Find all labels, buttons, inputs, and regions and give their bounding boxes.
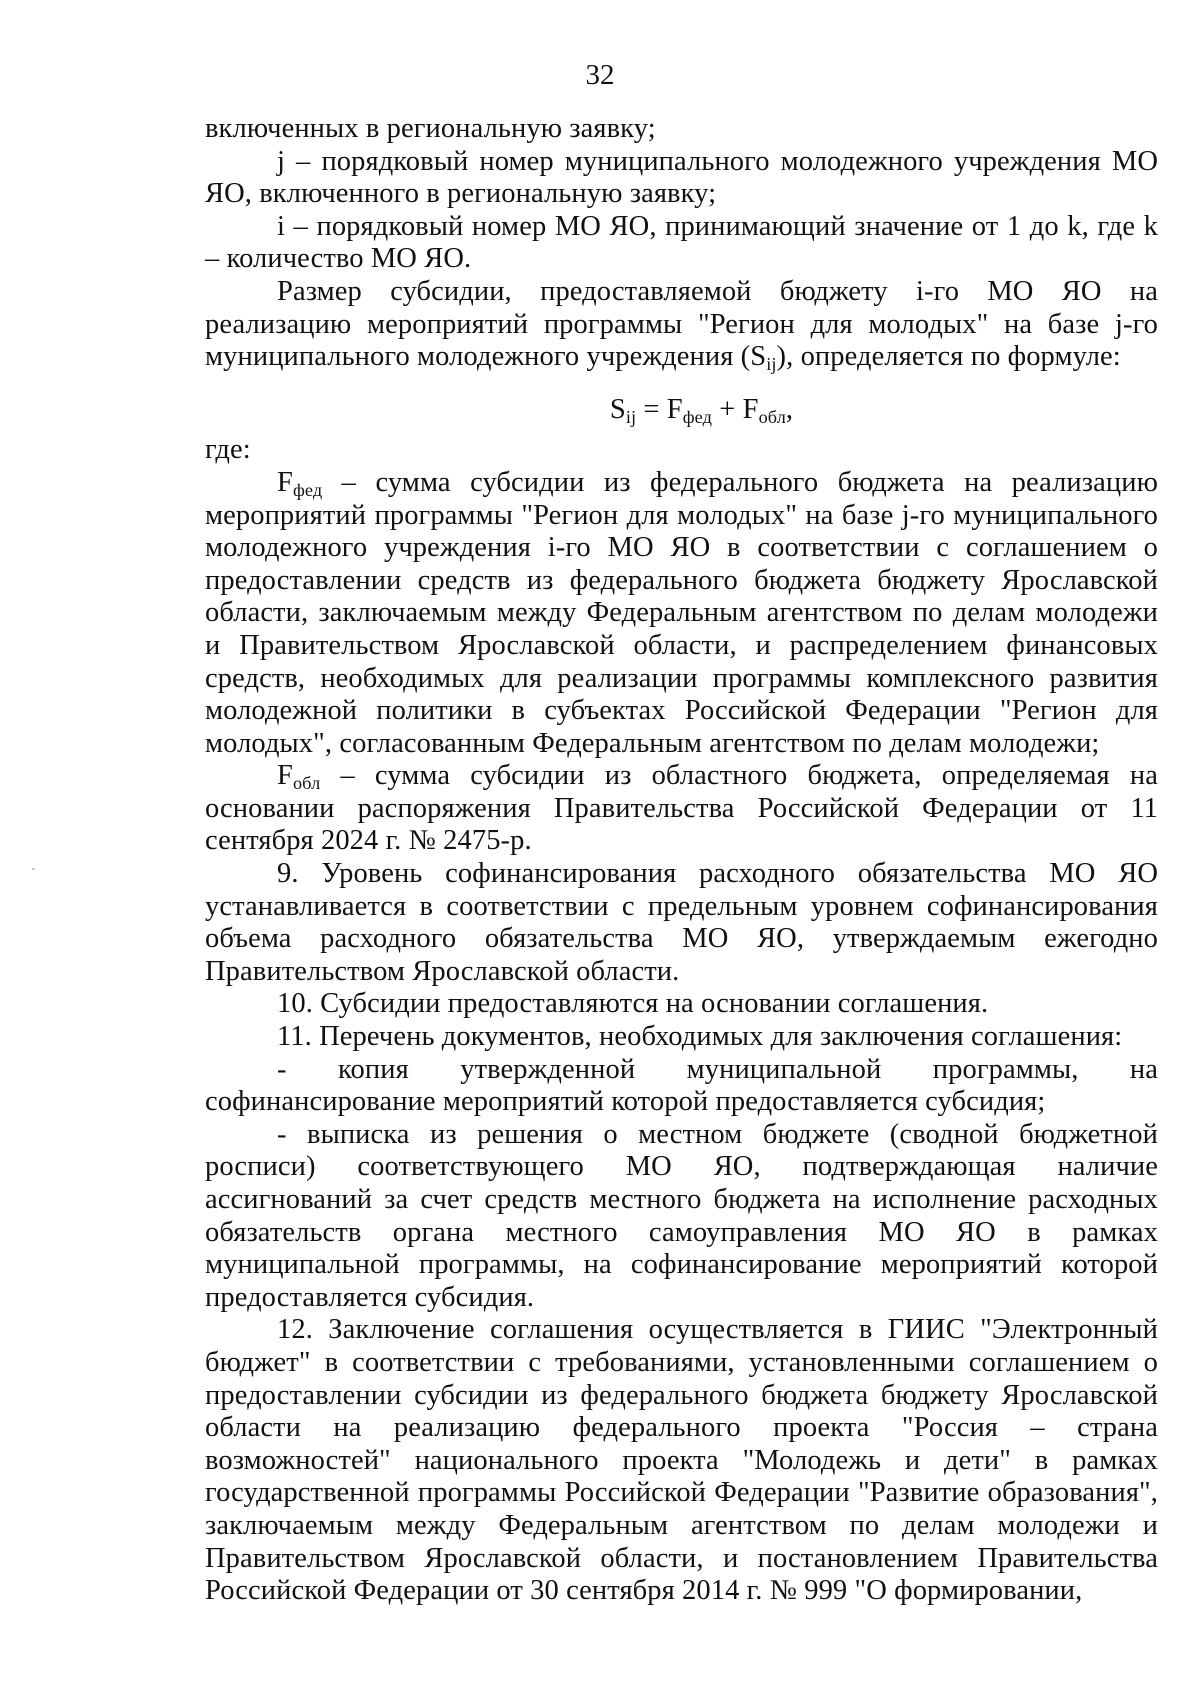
formula-eq: = [636,393,667,425]
formula-lhs: S [609,393,626,425]
subsidy-size-text: Размер субсидии, предоставляемой бюджету i-го МО ЯО на реализацию мероприятий программы "Регион для молодых" на базе j-го муниципального молодежного учреждения (S [205,275,1158,373]
paragraph-i-definition: i – порядковый номер МО ЯО, принимающий значение от 1 до k, где k – количество МО ЯО. [205,210,1158,275]
f-fed-symbol: F [277,466,293,498]
f-fed-subscript: фед [292,479,323,500]
f-fed-text: – сумма субсидии из федерального бюджета на реализацию мероприятий программы "Регион для молодых" на базе j-го муниципального молодежного учреждения i-го МО ЯО в соответствии с соглашением о предоставлении средств из федерального бюджета бюджету Ярославской области, заключаемым между Федеральным агентством по делам молодежи и Правительством Ярославской области, и распределением финансовых средств, необходимых для реализации программы комплексного развития молодежной политики в субъектах Российской Федерации "Регион для молодых", согласованным Федеральным агентством по делам молодежи; [205,466,1158,759]
formula-f1-sub: фед [682,406,712,427]
page-number: 32 [585,59,615,91]
formula-lhs-sub: ij [625,406,637,427]
formula-tail: , [785,393,794,425]
paragraph-item-11: 11. Перечень документов, необходимых для заключения соглашения: [277,1021,1123,1053]
formula [205,394,1158,427]
paragraph-f-fed-definition [205,467,1158,760]
formula-f1: F [666,393,683,425]
f-obl-text: – сумма субсидии из областного бюджета, определяемая на основании распоряжения Правительства Российской Федерации от 11 сентября 2024 г. № 2475-р. [205,760,1158,857]
paragraph-continuation: включенных в региональную заявку; [205,113,656,144]
subsidy-size-text-end: ), определяется по формуле: [776,341,1121,373]
list-item-budget-extract: - выписка из решения о местном бюджете (сводной бюджетной росписи) соответствующего МО ЯО, подтверждающая наличие ассигнований за счет средств местного бюджета на исполнение расходных обязательств органа местного самоуправления МО ЯО в рамках муниципальной программы, на софинансирование мероприятий которой предоставляется субсидия. [205,1118,1158,1313]
scan-speck [32,868,35,870]
paragraph-f-obl-definition [205,760,1158,858]
paragraph-where: где: [205,434,251,466]
paragraph-j-definition: j – порядковый номер муниципального молодежного учреждения МО ЯО, включенного в региональную заявку; [205,145,1158,210]
subsidy-subscript: ij [766,354,777,375]
paragraph-subsidy-size [205,276,1158,374]
f-obl-subscript: обл [292,773,321,794]
paragraph-item-12: 12. Заключение соглашения осуществляется в ГИИС "Электронный бюджет" в соответствии с требованиями, установленными соглашением о предоставлении субсидии из федерального бюджета бюджету Ярославской области на реализацию федерального проекта "Россия – страна возможностей" национального проекта "Молодежь и дети" в рамках государственной программы Российской Федерации "Развитие образования", заключаемым между Федеральным агентством по делам молодежи и Правительством Ярославской области, и постановлением Правительства Российской Федерации от 30 сентября 2014 г. № 999 "О формировании, [205,1314,1158,1607]
paragraph-item-10: 10. Субсидии предоставляются на основании соглашения. [277,988,989,1020]
f-obl-symbol: F [277,760,293,792]
formula-f2: F [742,393,759,425]
list-item-program-copy: - копия утвержденной муниципальной программы, на софинансирование мероприятий которой предоставляется субсидия; [205,1053,1158,1118]
document-body [205,113,1158,1608]
formula-plus: + [711,393,743,425]
paragraph-item-9: 9. Уровень софинансирования расходного обязательства МО ЯО устанавливается в соответствии с предельным уровнем софинансирования объема расходного обязательства МО ЯО, утверждаемым ежегодно Правительством Ярославской области. [205,858,1158,987]
formula-f2-sub: обл [758,406,786,427]
